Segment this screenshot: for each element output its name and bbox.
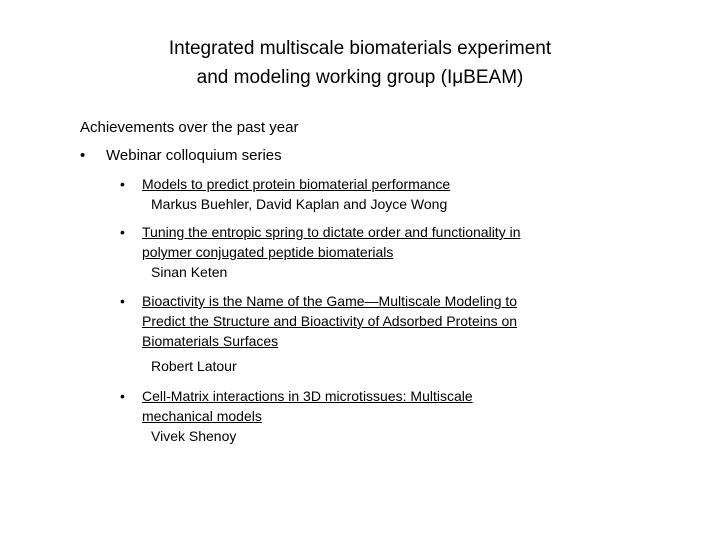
bullet-icon: • xyxy=(120,388,125,404)
talk-title-line: Biomaterials Surfaces xyxy=(142,333,279,349)
talk-title-line: Predict the Structure and Bioactivity of Adsorbed Proteins on xyxy=(142,313,518,329)
bullet-icon: • xyxy=(120,224,125,240)
achievements-heading: Achievements over the past year xyxy=(80,119,299,136)
talk-title-link-3[interactable] xyxy=(142,291,600,351)
talk-speakers-2: Sinan Keten xyxy=(151,264,228,280)
talk-speakers-1: Markus Buehler, David Kaplan and Joyce Wong xyxy=(151,196,448,212)
talk-title-line: mechanical models xyxy=(142,408,262,424)
talk-speakers-3: Robert Latour xyxy=(151,358,237,374)
talk-title-line: Cell-Matrix interactions in 3D microtissues: Multiscale xyxy=(142,388,473,404)
bullet-icon: • xyxy=(120,293,125,309)
webinar-series-label: Webinar colloquium series xyxy=(106,147,282,164)
slide-title-line-1: Integrated multiscale biomaterials experiment xyxy=(168,38,552,59)
talk-title-line: Bioactivity is the Name of the Game—Multiscale Modeling to xyxy=(142,293,518,309)
bullet-icon: • xyxy=(120,176,125,192)
talk-title-link-1[interactable] xyxy=(142,174,600,194)
talk-title-link-2[interactable] xyxy=(142,222,600,262)
bullet-icon: • xyxy=(80,147,86,164)
talk-title-line: Models to predict protein biomaterial performance xyxy=(142,176,451,192)
talk-title-line: polymer conjugated peptide biomaterials xyxy=(142,244,394,260)
talk-item-1 xyxy=(120,174,600,214)
slide-title xyxy=(60,34,660,92)
talk-item-2 xyxy=(120,222,600,282)
talk-speakers-4: Vivek Shenoy xyxy=(151,428,237,444)
slide-title-line-2: and modeling working group (IμBEAM) xyxy=(196,67,524,88)
talk-item-3 xyxy=(120,291,600,376)
talk-title-line: Tuning the entropic spring to dictate order and functionality in xyxy=(142,224,521,240)
talk-item-4 xyxy=(120,386,600,446)
talk-title-link-4[interactable] xyxy=(142,386,600,426)
